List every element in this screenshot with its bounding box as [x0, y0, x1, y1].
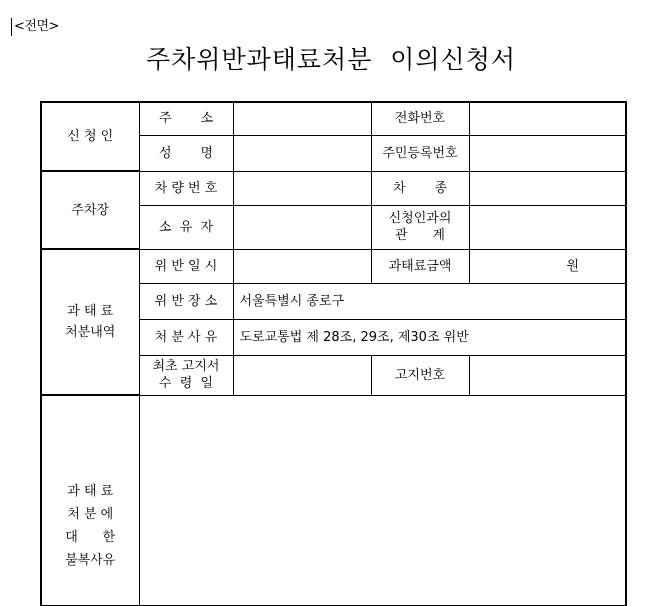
disposition-reason-field[interactable]: 도로교통법 제 28조, 29조, 제30조 위반 [233, 319, 626, 355]
violation-place-field[interactable]: 서울특별시 종로구 [233, 283, 626, 319]
fine-amount-label: 과태료금액 [371, 249, 469, 283]
notice-received-date-label-line-2: 수 령 일 [158, 376, 214, 391]
phone-label: 전화번호 [371, 102, 469, 135]
plate-number-field[interactable] [233, 171, 371, 205]
notice-received-date-label-line-1: 최초 고지서 [152, 359, 220, 374]
phone-field[interactable] [469, 102, 626, 135]
applicant-group-label: 신 청 인 [41, 102, 139, 171]
plate-number-label: 차 량 번 호 [139, 171, 233, 205]
vehicle-group-label: 주차장 [41, 171, 139, 249]
objection-reason-field[interactable] [139, 395, 626, 605]
objection-form-table [40, 101, 627, 606]
objection-label-line-4: 불복사유 [65, 553, 116, 568]
vehicle-type-label: 차 종 [371, 171, 469, 205]
vehicle-type-field[interactable] [469, 171, 626, 205]
relation-label-line-1: 신청인과의 [388, 211, 452, 226]
text-cursor [11, 18, 12, 36]
document-title: 주차위반과태료처분 이의신청서 [146, 45, 516, 74]
notice-received-date-label [139, 355, 233, 395]
notice-received-date-field[interactable] [233, 355, 371, 395]
objection-label-line-1: 과 태 료 [67, 484, 114, 499]
owner-label: 소 유 자 [139, 205, 233, 249]
disposition-reason-label: 처 분 사 유 [139, 319, 233, 355]
fine-amount-field[interactable] [469, 249, 626, 283]
violation-date-label: 위 반 일 시 [139, 249, 233, 283]
relation-label-line-2: 관 계 [395, 228, 445, 243]
violation-place-label: 위 반 장 소 [139, 283, 233, 319]
penalty-group-label-line-2: 처분내역 [65, 325, 116, 340]
name-label: 성 명 [139, 135, 233, 171]
objection-reason-label [41, 395, 139, 605]
relation-field[interactable] [469, 205, 626, 249]
owner-field[interactable] [233, 205, 371, 249]
address-field[interactable] [233, 102, 371, 135]
resident-id-field[interactable] [469, 135, 626, 171]
objection-label-line-3: 대 한 [65, 530, 116, 545]
resident-id-label: 주민등록번호 [371, 135, 469, 171]
violation-date-field[interactable] [233, 249, 371, 283]
address-label: 주 소 [139, 102, 233, 135]
name-field[interactable] [233, 135, 371, 171]
notice-number-field[interactable] [469, 355, 626, 395]
relation-label [371, 205, 469, 249]
penalty-group-label-line-1: 과 태 료 [67, 304, 114, 319]
front-side-label: <전면> [14, 19, 59, 34]
notice-number-label: 고지번호 [371, 355, 469, 395]
penalty-group-label [41, 249, 139, 395]
won-unit: 원 [566, 258, 579, 274]
objection-label-line-2: 처 분 에 [67, 507, 114, 522]
